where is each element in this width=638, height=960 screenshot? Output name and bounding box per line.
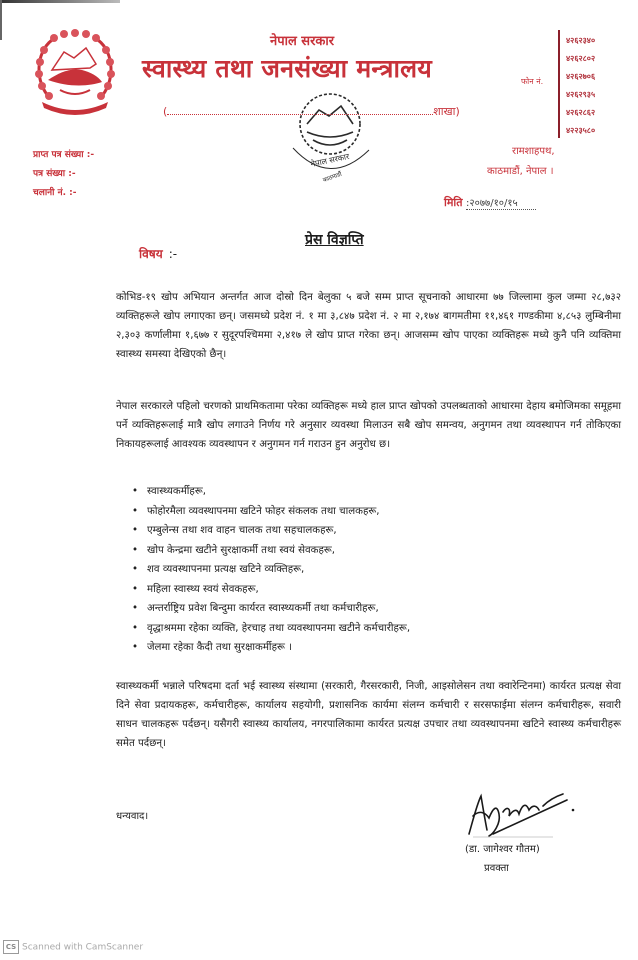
paragraph-health-worker-definition: स्वास्थ्यकर्मी भन्नाले परिषदमा दर्ता भई स्वास्थ्य संस्थामा (सरकारी, गैरसरकारी, निजी, आइसोलेसन तथा क्वारेन्टिनमा) कार्यरत प्रत्यक्ष सेवा दिने सेवा प्रदायकहरू, कर्मचारीहरू, कार्यालय सहयोगी, प्रशासनिक कार्यमा संलग्न कर्मचारी र सरसफाईमा संलग्न कर्मचारीहरू, सवारी साधन चालकहरू पर्दछन्। यसैगरी स्वास्थ्य कार्यालय, नगरपालिकामा कार्यरत प्रत्यक्ष उपचार तथा व्यवस्थापनमा खटिने स्वास्थ्य कर्मचारीहरू समेत पर्दछन्। xyxy=(116,681,621,749)
priority-group-list xyxy=(132,482,410,658)
government-name: नेपाल सरकार xyxy=(270,34,335,49)
phone-number: ४२६२८०२ xyxy=(566,54,596,63)
svg-text:काठमाडौं: काठमाडौं xyxy=(322,170,343,184)
paragraph-priority-groups: नेपाल सरकारले पहिलो चरणको प्राथमिकतामा परेका व्यक्तिहरू मध्ये हाल प्राप्त खोपको उपलब्धताको आधारमा देहाय बमोजिमका समूहमा पर्ने व्यक्तिहरूलाई मात्रै खोप लगाउने निर्णय गरे अनुसार व्यवस्था मिलाउन सबै खोप समन्वय, अनुगमन तथा व्यवस्थापन गर्न तोकिएका निकायहरूलाई आवश्यक व्यवस्थापन र अनुगमन गर्न गराउन हुन अनुरोध छ। xyxy=(116,401,621,450)
dispatch-number-label: चलानी नं. :- xyxy=(33,188,77,198)
received-letter-number-label: प्राप्त पत्र संख्या :- xyxy=(33,150,95,160)
list-item: • एम्बुलेन्स तथा शव वाहन चालक तथा सहचालकहरू, xyxy=(132,521,410,541)
document-title: प्रेस विज्ञप्ति xyxy=(305,232,364,248)
thanks-text: धन्यवाद। xyxy=(116,811,149,822)
phone-number: ४२६२८६२ xyxy=(566,108,596,117)
reference-labels xyxy=(33,146,94,203)
letter-number-label: पत्र संख्या :- xyxy=(33,169,76,179)
phone-number: ४२६२९३५ xyxy=(566,90,596,99)
branch-dotted-blank xyxy=(167,105,433,115)
official-stamp-icon xyxy=(285,84,375,184)
signer-name: (डा. जागेश्वर गौतम) xyxy=(465,844,540,855)
scan-edge-left xyxy=(0,0,2,40)
phone-divider xyxy=(558,30,560,138)
branch-open: ( xyxy=(163,105,168,118)
list-item: • खोप केन्द्रमा खटीने सुरक्षाकर्मी तथा स्वयं सेवकहरू, xyxy=(132,541,410,561)
camscanner-watermark xyxy=(3,940,143,954)
subject-separator: :- xyxy=(168,247,178,261)
branch-line xyxy=(163,104,460,119)
phone-number: ४२२३५८० xyxy=(566,126,596,135)
address-city: काठमाडौं, नेपाल । xyxy=(487,166,554,177)
watermark-text: Scanned with CamScanner xyxy=(22,942,144,953)
phone-number: ४२६२३४० xyxy=(566,36,596,45)
list-item: • अन्तर्राष्ट्रिय प्रवेश बिन्दुमा कार्यरत स्वास्थ्यकर्मी तथा कर्मचारीहरू, xyxy=(132,599,410,619)
date-value: :२०७७/१०/१५ xyxy=(466,198,536,210)
list-item: • महिला स्वास्थ्य स्वयं सेवकहरू, xyxy=(132,580,410,600)
scan-edge-top xyxy=(0,0,120,3)
date-line xyxy=(444,195,536,210)
camscanner-logo-icon: CS xyxy=(3,940,19,954)
ministry-name: स्वास्थ्य तथा जनसंख्या मन्त्रालय xyxy=(142,54,433,83)
subject-label: विषय xyxy=(139,247,163,261)
list-item: • स्वास्थ्यकर्मीहरू, xyxy=(132,482,410,502)
list-item: • फोहोरमैला व्यवस्थापनमा खटिने फोहर संकलक तथा चालकहरू, xyxy=(132,502,410,522)
phone-list xyxy=(566,32,595,140)
date-label: मिति xyxy=(444,196,463,209)
branch-label: शाखा) xyxy=(433,105,460,118)
list-item: • जेलमा रहेका कैदी तथा सुरक्षाकर्मीहरू । xyxy=(132,638,410,658)
signer-role: प्रवक्ता xyxy=(484,863,509,874)
paragraph-vaccination-stats: कोभिड-१९ खोप अभियान अन्तर्गत आज दोस्रो दिन बेलुका ५ बजे सम्म प्राप्त सूचनाको आधारमा ७७ जिल्लामा कुल जम्मा २८,७३२ व्यक्तिहरूले खोप लगाएका छन्। जसमध्ये प्रदेश नं. १ मा ३,८४७ प्रदेश नं. २ मा २,१७४ बागमतीमा ११,४६१ गण्डकीमा ४,८५३ लुम्बिनीमा २,३०३ कर्णालीमा १,६७७ र सुदूरपश्चिममा २,४१७ ले खोप प्राप्त गरेका छन्। आजसम्म खोप पाएका व्यक्तिहरू मध्ये कुनै पनि व्यक्तिमा स्वास्थ्य समस्या देखिएको छैन्। xyxy=(116,292,621,360)
address-street: रामशाहपथ, xyxy=(512,146,555,157)
phone-number: ४२६२७०६ xyxy=(566,72,596,81)
signature-icon xyxy=(463,790,583,840)
svg-text:नेपाल सरकार: नेपाल सरकार xyxy=(309,151,351,169)
list-item: • शव व्यवस्थापनमा प्रत्यक्ष खटिने व्यक्तिहरू, xyxy=(132,560,410,580)
list-item: • वृद्धाश्रममा रहेका व्यक्ति, हेरचाह तथा व्यवस्थापनमा खटीने कर्मचारीहरू, xyxy=(132,619,410,639)
nepal-emblem-icon xyxy=(30,28,120,120)
phone-label: फोन नं. xyxy=(521,77,544,86)
subject-line xyxy=(139,245,177,262)
